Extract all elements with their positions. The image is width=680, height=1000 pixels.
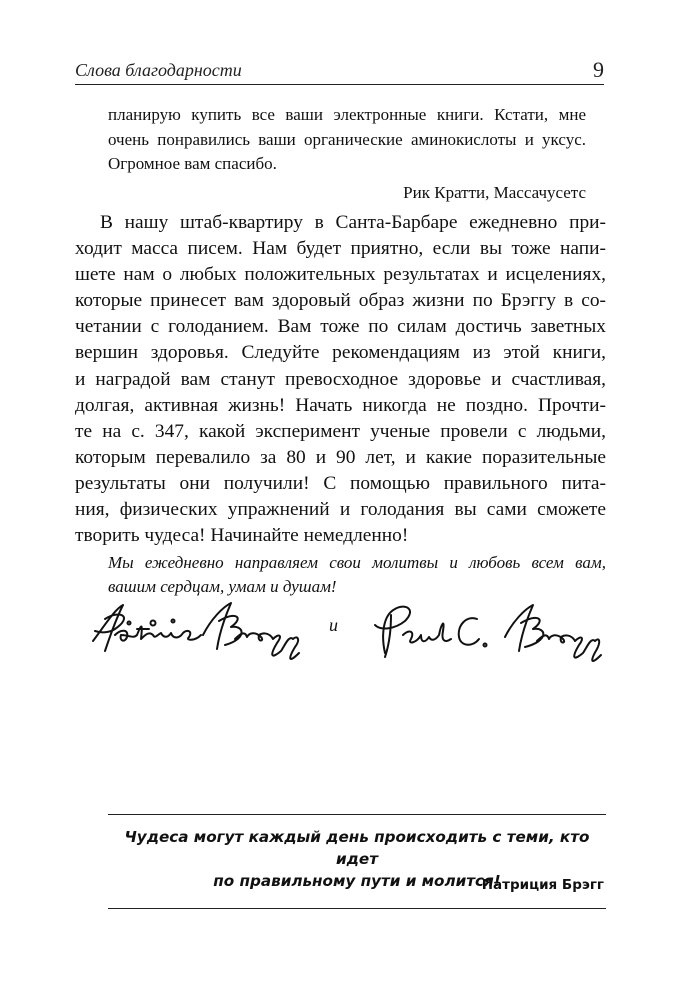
- paragraph-line: ходит масса писем. Нам будет приятно, если вы тоже напи-: [75, 238, 606, 260]
- paragraph-line: долгая, активная жизнь! Начать никогда не поздно. Прочти-: [75, 394, 606, 416]
- prayer-text: [108, 551, 606, 599]
- signature-conjunction: и: [329, 615, 338, 635]
- running-header-title: Слова благодарности: [75, 60, 242, 80]
- paragraph-line: которым перевалило за 80 и 90 лет, и какие поразительные: [75, 446, 606, 468]
- page-number: 9: [593, 57, 604, 82]
- prayer-line: Мы ежедневно направляем свои молитвы и любовь всем вам,: [108, 553, 606, 572]
- paragraph-line: ния, физических упражнений и голодания вы сами сможете: [75, 499, 606, 521]
- paragraph-line: те на с. 347, какой эксперимент ученые провели с людьми,: [75, 420, 606, 442]
- paragraph-line: которые принесет вам здоровый образ жизни по Брэггу в со-: [75, 290, 606, 312]
- header-divider: [75, 84, 604, 85]
- paragraph-line: результаты они получили! С помощью правильного пита-: [75, 472, 606, 494]
- paragraph-line: четании с голоданием. Вам тоже по силам достичь заветных: [75, 316, 606, 338]
- quote-line: по правильному пути и молится!: [213, 872, 501, 890]
- signature-patricia-bragg: [85, 595, 605, 675]
- quote-bottom-divider: [108, 908, 606, 909]
- paragraph-line: творить чудеса! Начинайте немедленно!: [75, 525, 409, 547]
- paragraph-line: шете нам о любых положительных результатах и исцелениях,: [75, 264, 606, 286]
- testimonial-author: Рик Кратти, Массачусетс: [403, 182, 586, 202]
- main-paragraph: [75, 210, 606, 549]
- quote-author: Патриция Брэгг: [481, 877, 604, 893]
- paragraph-line: В нашу штаб-квартиру в Санта-Барбаре ежедневно при-: [100, 212, 606, 233]
- paragraph-line: вершин здоровья. Следуйте рекомендациям из этой книги,: [75, 342, 606, 364]
- prayer-line: вашим сердцам, умам и душам!: [108, 577, 337, 596]
- testimonial-block: [108, 103, 586, 205]
- testimonial-text: планирую купить все ваши электронные книги. Кстати, мне очень понравились ваши органические аминокислоты и уксус. Огромное вам спасибо.: [108, 105, 586, 173]
- quote-line: Чудеса могут каждый день происходить с теми, кто идет: [124, 828, 590, 868]
- paragraph-line: и наградой вам станут превосходное здоровье и счастливая,: [75, 368, 606, 390]
- signatures: [85, 595, 605, 675]
- quote-top-divider: [108, 814, 606, 815]
